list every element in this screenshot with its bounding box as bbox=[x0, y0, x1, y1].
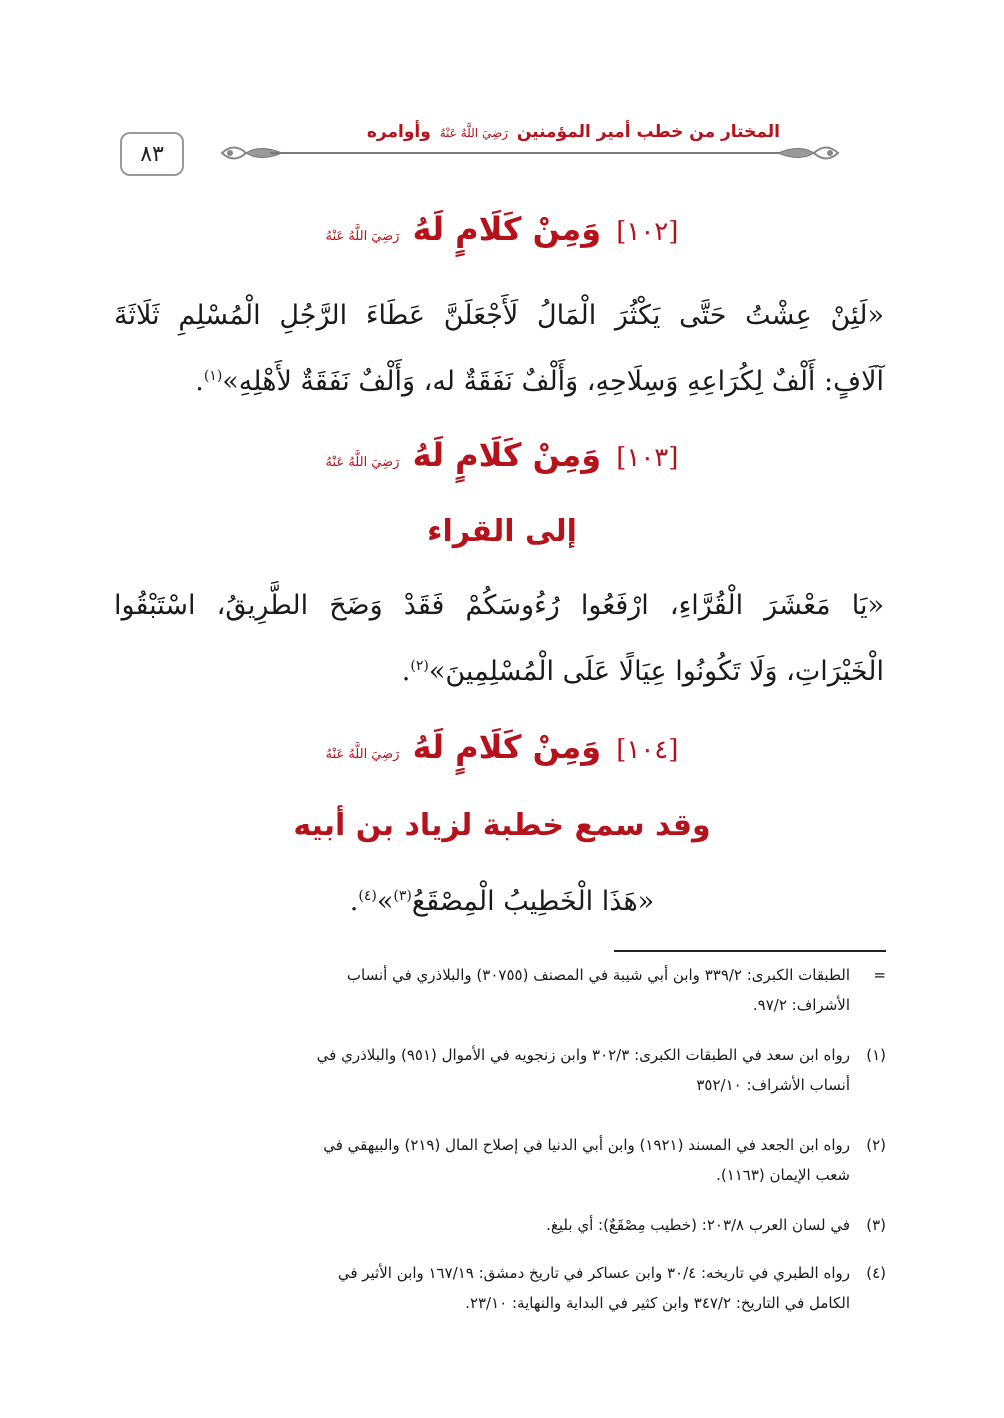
footnote-ref: (٤) bbox=[358, 888, 377, 904]
section-honorific: رَضِيَ اللَّهُ عَنْهُ bbox=[325, 747, 400, 762]
footnote bbox=[116, 966, 886, 1026]
footnote-ref: (٢) bbox=[410, 658, 429, 674]
footnote-text: شعب الإيمان (١١٦٣). bbox=[716, 1166, 850, 1184]
section-title: وَمِنْ كَلَامٍ لَهُ bbox=[412, 728, 602, 766]
footnote-marker: (٤) bbox=[866, 1264, 886, 1282]
text-line-with-ref bbox=[114, 356, 884, 402]
footnote bbox=[116, 1136, 886, 1196]
section-subheading: وقد سمع خطبة لزياد بن أبيه bbox=[293, 808, 711, 843]
header-title-suffix: وأوامره bbox=[366, 122, 431, 142]
header-rule bbox=[270, 152, 785, 154]
footnote-marker: = bbox=[873, 966, 886, 984]
footnote-text: رواه ابن سعد في الطبقات الكبرى: ٣٠٢/٣ وابن زنجويه في الأموال (٩٥١) والبلاذري في bbox=[316, 1046, 850, 1064]
section-title: وَمِنْ كَلَامٍ لَهُ bbox=[412, 436, 602, 474]
footnote bbox=[116, 1264, 886, 1324]
sentence-end: . bbox=[401, 656, 411, 687]
text-line: «يَا مَعْشَرَ الْقُرَّاءِ، ارْفَعُوا رُءُوسَكُمْ فَقَدْ وَضَحَ الطَّرِيقُ، اسْتَبْقُوا bbox=[114, 590, 884, 621]
footnote-divider bbox=[614, 950, 886, 952]
section-number: [١٠٢] bbox=[616, 217, 679, 247]
footnote-text: في لسان العرب ٢٠٣/٨: (خطيب مِصْقَعٌ): أي بليغ. bbox=[546, 1216, 850, 1234]
footnote-ref: (١) bbox=[203, 368, 223, 384]
quote-line bbox=[0, 876, 1004, 922]
footnote bbox=[116, 1046, 886, 1106]
text-line-with-ref bbox=[114, 646, 884, 692]
footnote-marker: (١) bbox=[866, 1046, 886, 1064]
quote-text: «هَذَا الْخَطِيبُ الْمِصْقَعُ bbox=[411, 886, 655, 917]
ornament-right-icon bbox=[776, 140, 840, 166]
footnote-marker: (٣) bbox=[866, 1216, 886, 1234]
section-heading-104 bbox=[0, 728, 1004, 766]
text-line: الْخَيْرَاتِ، وَلَا تَكُونُوا عِيَالًا عَلَى الْمُسْلِمِينَ» bbox=[428, 656, 884, 687]
header-title bbox=[367, 122, 780, 142]
footnote bbox=[116, 1216, 886, 1246]
section-heading-102 bbox=[0, 210, 1004, 248]
quote-close: » bbox=[376, 886, 394, 917]
footnote-text: رواه الطبري في تاريخه: ٣٠/٤ وابن عساكر في تاريخ دمشق: ١٦٧/١٩ وابن الأثير في bbox=[337, 1264, 850, 1282]
page-number: ٨٣ bbox=[120, 132, 184, 176]
footnote-text: الأشراف: ٩٧/٢. bbox=[752, 996, 850, 1014]
footnote-text: الطبقات الكبرى: ٣٣٩/٢ وابن أبي شيبة في المصنف (٣٠٧٥٥) والبلاذري في أنساب bbox=[346, 966, 850, 984]
section-number: [١٠٣] bbox=[616, 443, 679, 473]
footnote-text: الكامل في التاريخ: ٣٤٧/٢ وابن كثير في البداية والنهاية: ٢٣/١٠. bbox=[465, 1294, 850, 1312]
sentence-end: . bbox=[349, 886, 359, 917]
text-line: آلَافٍ: أَلْفٌ لِكُرَاعِهِ وَسِلَاحِهِ، وَأَلْفٌ نَفَقَةٌ له، وَأَلْفٌ نَفَقَةٌ لأَهْلِهِ» bbox=[222, 366, 884, 397]
header-title-main: المختار من خطب أمير المؤمنين bbox=[516, 122, 780, 142]
footnote-marker: (٢) bbox=[866, 1136, 886, 1154]
text-line: «لَئِنْ عِشْتُ حَتَّى يَكْثُرَ الْمَالُ لَأَجْعَلَنَّ عَطَاءَ الرَّجُلِ الْمُسْلِمِ ثَلَاثَةَ bbox=[114, 300, 884, 331]
section-subheading: إلى القراء bbox=[427, 514, 577, 549]
section-honorific: رَضِيَ اللَّهُ عَنْهُ bbox=[325, 455, 400, 470]
sentence-end: . bbox=[195, 366, 204, 397]
running-header bbox=[120, 120, 900, 180]
section-heading-103 bbox=[0, 436, 1004, 474]
footnote-text: رواه ابن الجعد في المسند (١٩٢١) وابن أبي الدنيا في إصلاح المال (٢١٩) والبيهقي في bbox=[323, 1136, 850, 1154]
section-number: [١٠٤] bbox=[616, 735, 679, 765]
header-honorific: رَضِيَ اللَّهُ عَنْهُ bbox=[439, 126, 508, 140]
footnote-ref: (٣) bbox=[393, 888, 412, 904]
section-honorific: رَضِيَ اللَّهُ عَنْهُ bbox=[325, 229, 400, 244]
section-title: وَمِنْ كَلَامٍ لَهُ bbox=[412, 210, 602, 248]
footnote-text: أنساب الأشراف: ٣٥٢/١٠ bbox=[696, 1076, 850, 1094]
